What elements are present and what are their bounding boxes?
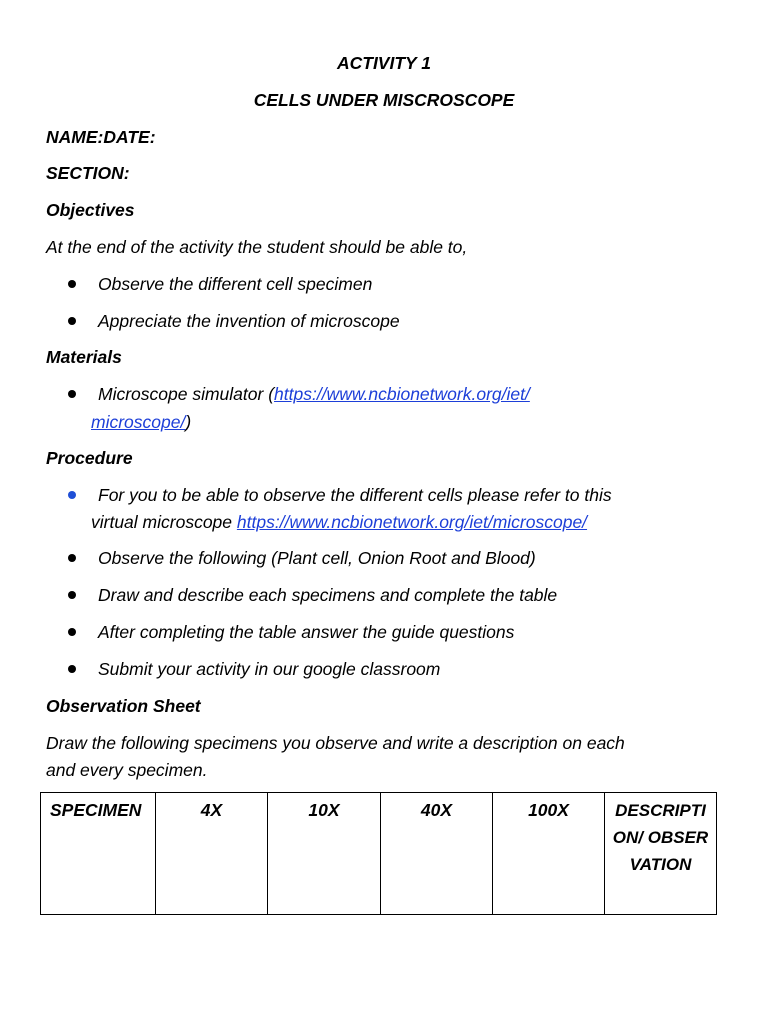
name-date-field: NAME:DATE:	[46, 127, 156, 147]
observation-table	[40, 792, 717, 915]
microscope-simulator-link-cont[interactable]: microscope/	[91, 412, 186, 432]
observation-instructions-line1: Draw the following specimens you observe and write a description on each	[46, 733, 625, 753]
materials-suffix: )	[185, 412, 192, 432]
column-header-40x: 40X	[381, 793, 493, 915]
activity-title: CELLS UNDER MISCROSCOPE	[253, 90, 515, 110]
bullet-icon	[68, 390, 76, 398]
procedure-step-text: Draw and describe each specimens and complete the table	[98, 585, 558, 605]
procedure-step1-prefix: virtual microscope	[91, 512, 237, 532]
procedure-step-text: Observe the following (Plant cell, Onion Root and Blood)	[98, 548, 536, 568]
bullet-icon	[68, 665, 76, 673]
column-header-description: DESCRIPTION/ OBSERVATION	[605, 793, 717, 915]
materials-prefix: Microscope simulator (	[98, 384, 275, 404]
column-header-100x: 100X	[493, 793, 605, 915]
bullet-icon	[68, 317, 76, 325]
bullet-icon	[68, 554, 76, 562]
procedure-step-text: For you to be able to observe the different cells please refer to this	[98, 485, 612, 505]
objectives-heading: Objectives	[46, 200, 135, 220]
materials-item-continuation	[91, 411, 191, 433]
procedure-step-text: After completing the table answer the guide questions	[98, 622, 515, 642]
section-field: SECTION:	[46, 163, 130, 183]
objectives-intro: At the end of the activity the student should be able to,	[46, 237, 468, 257]
bullet-icon	[68, 280, 76, 288]
materials-heading: Materials	[46, 347, 122, 367]
objective-item-text: Observe the different cell specimen	[98, 274, 373, 294]
virtual-microscope-link[interactable]: https://www.ncbionetwork.org/iet/microscope/	[236, 512, 588, 532]
column-header-10x: 10X	[268, 793, 381, 915]
table-header-row	[41, 793, 717, 915]
bullet-icon	[68, 491, 76, 499]
microscope-simulator-link[interactable]: https://www.ncbionetwork.org/iet/	[274, 384, 530, 404]
observation-heading: Observation Sheet	[46, 696, 201, 716]
observation-instructions-line2: and every specimen.	[46, 760, 208, 780]
procedure-heading: Procedure	[46, 448, 133, 468]
procedure-step-continuation	[91, 511, 587, 533]
column-header-4x: 4X	[156, 793, 268, 915]
objective-item-text: Appreciate the invention of microscope	[98, 311, 400, 331]
materials-item-text	[98, 383, 530, 405]
activity-number: ACTIVITY 1	[336, 53, 431, 73]
procedure-step-text: Submit your activity in our google classroom	[98, 659, 441, 679]
bullet-icon	[68, 628, 76, 636]
column-header-specimen: SPECIMEN	[41, 793, 156, 915]
bullet-icon	[68, 591, 76, 599]
